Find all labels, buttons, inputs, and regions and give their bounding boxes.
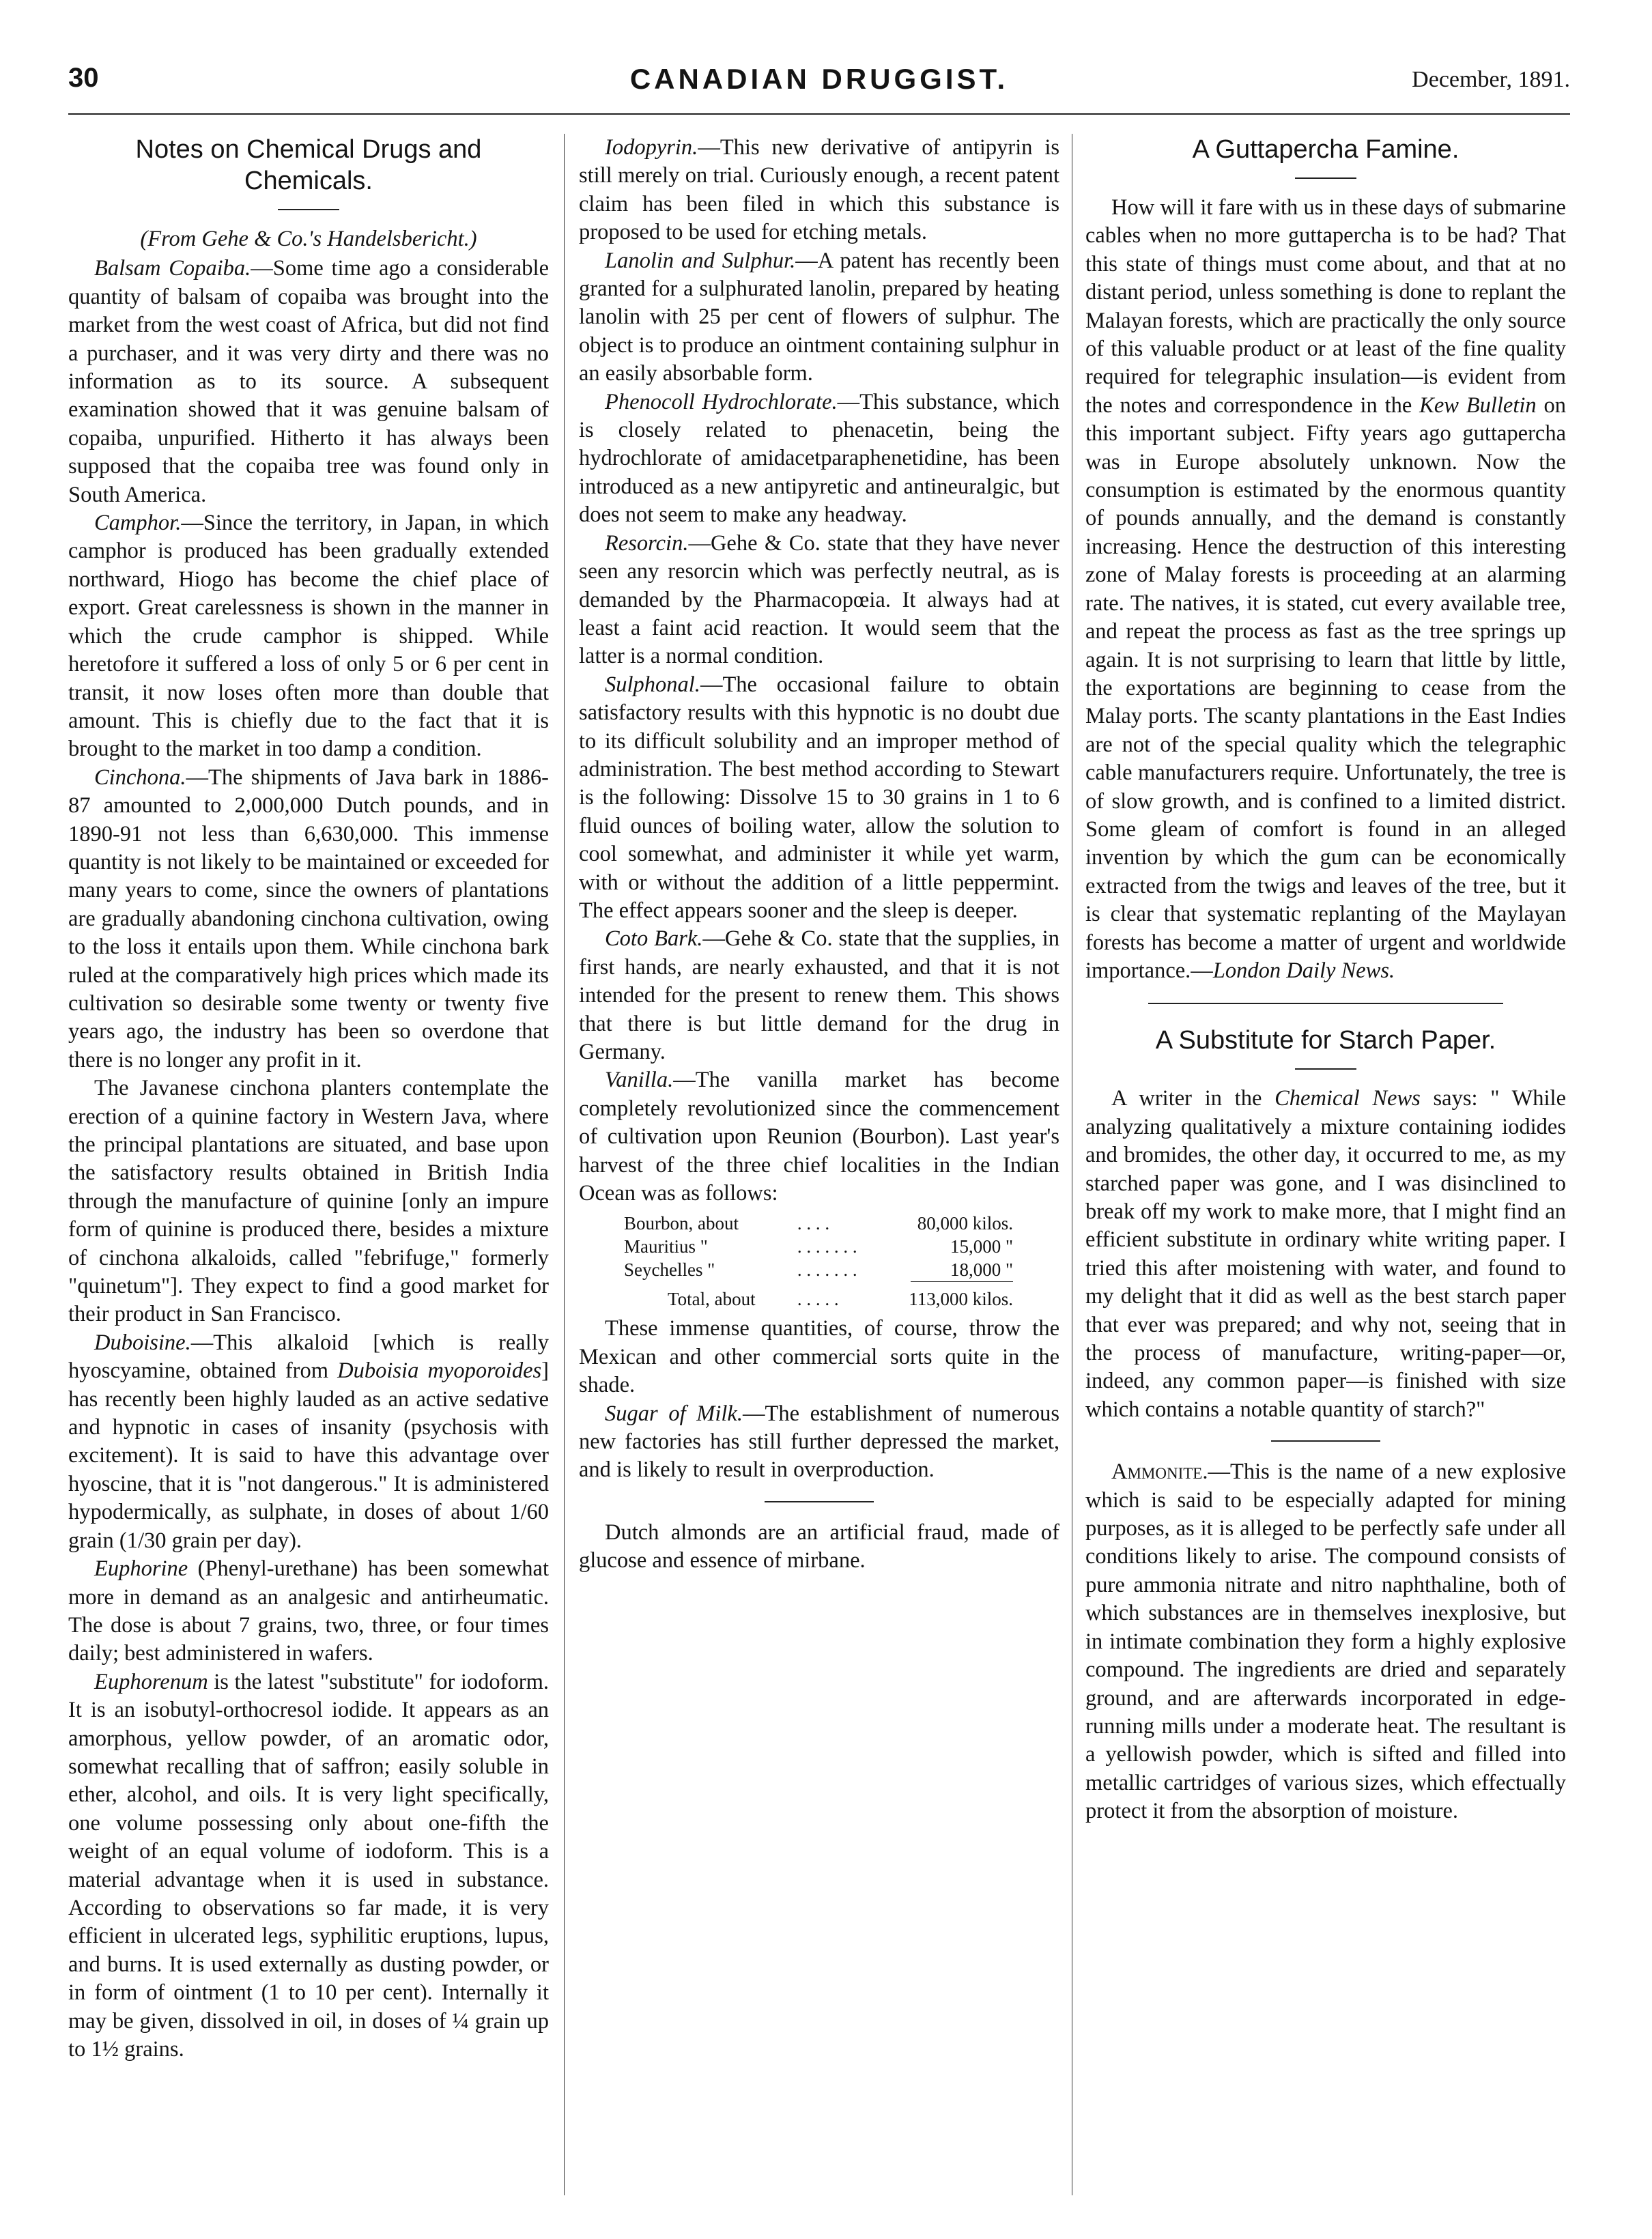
paragraph-vanilla [579, 1066, 1059, 1208]
publication-name: Kew Bulletin [1419, 393, 1537, 418]
harvest-qty: 15,000 " [950, 1236, 1013, 1257]
vanilla-harvest-table [620, 1212, 1017, 1311]
article-title-starch: A Substitute for Starch Paper. [1155, 1026, 1496, 1055]
harvest-total-label: Total, about [668, 1289, 756, 1310]
item-text: (Phenyl-urethane) has been somewhat more in demand as an analgesic and antirheumatic. The dose is about 7 grains, two, three, or four times daily; best administered in wafers. [68, 1556, 549, 1666]
paragraph-milk [579, 1400, 1059, 1485]
section-rule [765, 1501, 874, 1502]
item-text: —The shipments of Java bark in 1886-87 amounted to 2,000,000 Dutch pounds, and in 1890-91 not less than 6,630,000. This immense quantity is not likely to be maintained or exceeded for many years to come, since the owners of plantations are gradually abandoning cinchona cultivation, owing to the loss it entails upon them. While cinchona bark ruled at the comparatively high prices which made its cultivation so desirable some twenty or twenty five years ago, the industry has been so overdone that there is no longer any profit in it. [68, 765, 549, 1072]
item-text: —The establishment of numerous new factories has still further depressed the market, and is likely to result in overproduction. [579, 1401, 1059, 1483]
harvest-dots: . . . . [797, 1213, 830, 1234]
item-text: —This is the name of a new explosive which is said to be especially adapted for mining purposes, as it is alleged to be perfectly safe under all conditions likely to arise. The compound consists of pure ammonia nitrate and nitro naphthaline, both of which substances are in themselves inexplosive, but in intimate combination they form a highly explosive compound. The ingredients are dried and separately ground, and are afterwards incorporated in edge-running mills under a moderate heat. The resultant is a yellowish powder, which is sifted and filled into metallic cartridges of various sizes, which effectually protect it from the absorption of moisture. [1085, 1459, 1566, 1824]
article-title-guttapercha: A Guttapercha Famine. [1192, 135, 1459, 164]
paragraph-iodopyrin [579, 134, 1059, 247]
item-text: says: " While analyzing qualitatively a mixture containing iodides and bromides, the other day, it occurred to me, as my starched paper was gone, and I was disinclined to break off my work to make more, that I might find an efficient substitute in ordinary white writing paper. I tried this after moistening with water, and found to my delight that it did as well as the best starch paper that ever was prepared; and why not, seeing that in the process of manufacture, writing-paper—or, indeed, any common paper—is finished with size which contains a notable quantity of starch?" [1085, 1086, 1567, 1422]
paragraph-camphor [68, 509, 549, 764]
item-heading: Sugar of Milk. [605, 1401, 743, 1426]
item-text: —Since the territory, in Japan, in which camphor is produced has been gradually extended northward, Hiogo has become the chief place of export. Great carelessness is shown in the manner in which the crude camphor is shipped. While heretofore it suffered a loss of only 5 or 6 per cent in transit, it now loses often more than double that amount. This is chiefly due to the fact that it is brought to the market in too damp a condition. [68, 511, 549, 762]
paragraph-phenocoll [579, 388, 1059, 530]
item-heading: Lanolin and Sulphur. [605, 248, 796, 273]
title-rule [278, 209, 339, 210]
item-text: How will it fare with us in these days of submarine cables when no more guttapercha is to be had? That this state of things must come about, and that at no distant period, unless something is done to replant the Malayan forests, which are practically the only source of this valuable product or at least of the fine quality required for telegraphic insulation—is evident from the notes and correspondence in the [1085, 195, 1566, 418]
paragraph-sulphonal [579, 671, 1059, 926]
paragraph-duboisine [68, 1329, 549, 1555]
item-text: The Javanese cinchona planters contemplate the erection of a quinine factory in Western Java, where the principal plantations are situated, and base upon the satisfactory results obtained in British India through the manufacture of quinine [only an impure form of quinine is produced there, besides a mixture of cinchona alkaloids, called "febrifuge," formerly "quinetum"]. They expect to find a good market for their product in San Francisco. [68, 1076, 549, 1327]
item-text: A writer in the [1111, 1086, 1275, 1111]
item-heading: Duboisine. [94, 1330, 191, 1355]
article-title-notes: Notes on Chemical Drugs and Chemicals. [135, 135, 482, 195]
item-heading: Iodopyrin. [605, 135, 698, 160]
item-text: —Gehe & Co. state that they have never seen any resorcin which was perfectly neutral, as is demanded by the Pharmacopœia. It always had at least a faint acid reaction. It would seem that the latter is a normal condition. [579, 530, 1059, 669]
harvest-qty: 18,000 " [950, 1259, 1013, 1281]
paragraph-javanese [68, 1074, 549, 1329]
column-right [1085, 134, 1566, 1826]
title-rule [1295, 1068, 1356, 1070]
item-text: —The vanilla market has become completely revolutionized since the commencement of cultivation upon Reunion (Bourbon). Last year's harvest of the three chief localities in the Indian Ocean was as follows: [579, 1068, 1059, 1206]
paragraph-euphorenum [68, 1668, 549, 2064]
harvest-place: Seychelles " [624, 1259, 715, 1281]
page-header [68, 63, 1570, 104]
paragraph-cinchona [68, 764, 549, 1074]
journal-title: CANADIAN DRUGGIST. [629, 63, 1009, 95]
item-heading: Coto Bark. [605, 926, 703, 952]
item-text: —This new derivative of antipyrin is still merely on trial. Curiously enough, a recent patent claim has been filed in which this substance is proposed to be used for etching metals. [579, 135, 1059, 245]
item-text: —The occasional failure to obtain satisfactory results with this hypnotic is no doubt due to its difficult solubility and an improper method of administration. The best method according to Stewart is the following: Dissolve 15 to 30 grains in 1 to 6 fluid ounces of boiling water, allow the solution to cool somewhat, and administer it while yet warm, with or without the addition of a little peppermint. The effect appears sooner and the sleep is deeper. [579, 672, 1059, 923]
item-text: Dutch almonds are an artificial fraud, made of glucose and essence of mirbane. [579, 1520, 1059, 1573]
item-text: —Some time ago a considerable quantity of balsam of copaiba was brought into the market from the west coast of Africa, but did not find a purchaser, and it was very dirty and there was no information as to its source. A subsequent examination showed that it was genuine balsam of copaiba, unpurified. Hitherto it has always been supposed that the copaiba tree was found only in South America. [68, 256, 549, 507]
paragraph-lanolin [579, 247, 1059, 388]
item-heading: Euphorine [94, 1556, 188, 1582]
item-heading: Vanilla. [605, 1068, 674, 1093]
item-heading: Euphorenum [94, 1669, 208, 1694]
item-heading: Balsam Copaiba. [94, 256, 251, 281]
publication-name: Chemical News [1274, 1086, 1421, 1111]
item-heading: Phenocoll Hydrochlorate. [605, 389, 838, 414]
section-rule [1148, 1003, 1503, 1004]
harvest-place: Bourbon, about [624, 1213, 739, 1234]
table-row [620, 1212, 1017, 1235]
attribution: London Daily News. [1212, 958, 1395, 983]
column-separator [564, 134, 565, 2195]
title-rule [1295, 177, 1356, 179]
item-text: —This alkaloid [which is really hyoscyamine, obtained from [68, 1330, 549, 1384]
item-species: Duboisia myoporoides [337, 1358, 542, 1384]
item-text: —This substance, which is closely related to phenacetin, being the hydrochlorate of amidacetparaphenetidine, has been introduced as a new antipyretic and antineuralgic, but does not seem to make any headway. [579, 389, 1059, 528]
harvest-dots: . . . . . . . [797, 1259, 857, 1281]
header-rule [68, 113, 1570, 115]
harvest-dots: . . . . . [797, 1289, 839, 1310]
table-row [620, 1235, 1017, 1258]
item-heading: Cinchona. [94, 765, 186, 790]
item-heading: Ammonite. [1111, 1459, 1208, 1485]
paragraph-ammonite [1085, 1458, 1566, 1825]
harvest-place: Mauritius " [624, 1236, 708, 1257]
page-number: 30 [68, 63, 99, 93]
item-text: —Gehe & Co. state that the supplies, in first hands, are nearly exhausted, and that it is not intended for the present to renew them. This shows that there is but little demand for the drug in Germany. [579, 926, 1059, 1064]
item-heading: Sulphonal. [605, 672, 700, 697]
item-text: —A patent has recently been granted for a sulphurated lanolin, prepared by heating lanolin with 25 per cent of flowers of sulphur. The object is to produce an ointment containing sulphur in an easily absorbable form. [579, 248, 1059, 386]
paragraph-vanilla-after [579, 1315, 1059, 1399]
article-source: (From Gehe & Co.'s Handelsbericht.) [140, 227, 477, 251]
table-row-total [620, 1282, 1017, 1311]
column-left [68, 134, 549, 2064]
paragraph-guttapercha [1085, 194, 1566, 985]
paragraph-euphorine [68, 1555, 549, 1668]
harvest-qty: 80,000 kilos. [917, 1213, 1013, 1234]
item-text: on this important subject. Fifty years ago guttapercha was in Europe absolutely unknown. Now the consumption is estimated by the enormous quantity of pounds annually, and the demand is constantly increasing. Hence the destruction of this interesting zone of Malay forests is proceeding at an alarming rate. The natives, it is stated, cut every available tree, and repeat the process as fast as the tree springs up again. It is not surprising to learn that little by little, the exportations are beginning to cease from the Malay ports. The scanty plantations in the East Indies are not of the special quality which the telegraphic cable manufacturers require. Unfortunately, the tree is of slow growth, and is confined to a limited district. Some gleam of comfort is found in an alleged invention by which the gum can be economically extracted from the twigs and leaves of the tree, but it is clear that systematic replanting of the Maylayan forests has become a matter of urgent and worldwide importance.— [1085, 393, 1566, 983]
issue-date: December, 1891. [1412, 67, 1570, 92]
item-heading: Camphor. [94, 511, 182, 536]
paragraph-resorcin [579, 530, 1059, 671]
section-rule [1271, 1440, 1380, 1442]
harvest-dots: . . . . . . . [797, 1236, 857, 1257]
paragraph-starch [1085, 1085, 1566, 1424]
paragraph-coto [579, 925, 1059, 1066]
item-text: is the latest "substitute" for iodoform. It is an isobutyl-orthocresol iodide. It appears as an amorphous, yellow powder, of an aromatic odor, somewhat recalling that of saffron; easily soluble in ether, alcohol, and oils. It is very light specifically, one volume possessing only about one-fifth the weight of an equal volume of iodoform. This is a material advantage when it is used in substance. According to observations so far made, it is very efficient in ulcerated legs, syphilitic eruptions, lupus, and burns. It is used externally as dusting powder, or in form of ointment (1 to 10 per cent). Internally it may be given, dissolved in oil, in doses of ¼ grain up to 1½ grains. [68, 1669, 549, 2062]
paragraph-dutch-almonds [579, 1519, 1059, 1575]
paragraph-copaiba [68, 255, 549, 509]
column-middle [579, 134, 1059, 1575]
table-row [620, 1258, 1017, 1281]
item-text: These immense quantities, of course, throw the Mexican and other commercial sorts quite in the shade. [579, 1316, 1059, 1398]
item-text: ] has recently been highly lauded as an active sedative and hypnotic in cases of insanity (psychosis with excitement). It is said to have this advantage over hyoscine, that it is "not dangerous." It is administered hypodermically, as sulphate, in doses of about 1/60 grain (1/30 grain per day). [68, 1358, 549, 1553]
item-heading: Resorcin. [605, 530, 689, 556]
harvest-total-qty: 113,000 kilos. [909, 1289, 1013, 1310]
